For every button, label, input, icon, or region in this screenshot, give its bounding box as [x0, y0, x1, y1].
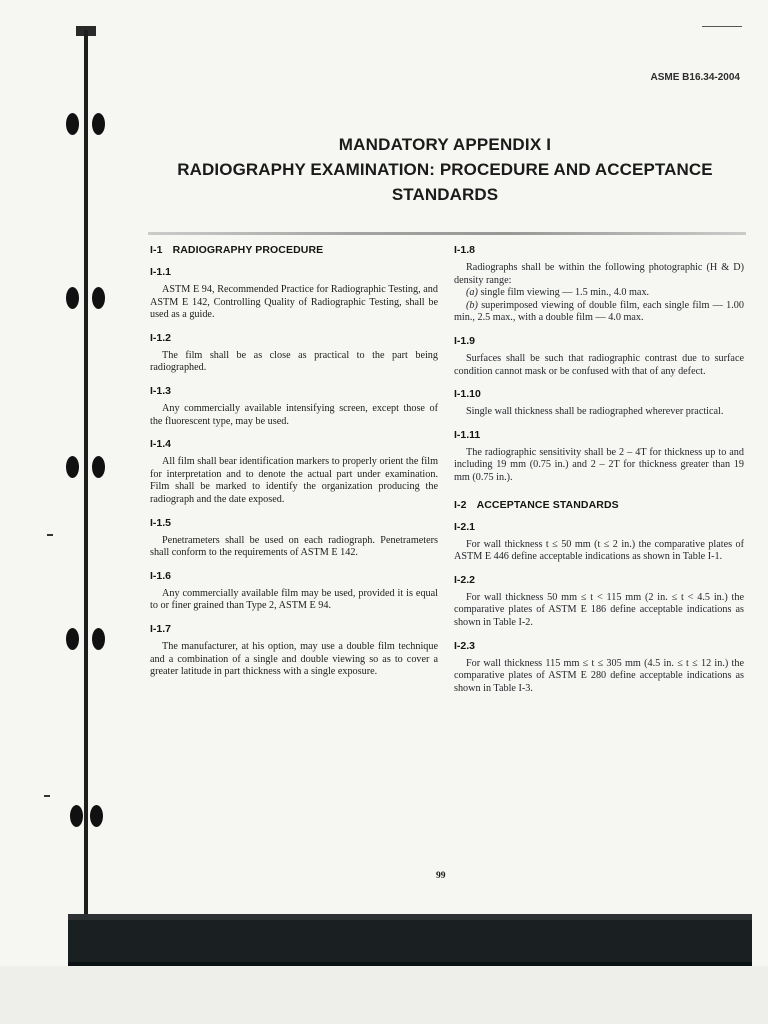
- section-number: I-1: [150, 244, 163, 256]
- section-title: RADIOGRAPHY PROCEDURE: [172, 244, 324, 256]
- list-item-text: superimposed viewing of double film, each single film — 1.00 min., 2.5 max., with a double film — 4.0 max.: [454, 299, 744, 324]
- scan-mark: [44, 795, 50, 797]
- section-heading: [454, 499, 744, 511]
- paragraph-number: I-1.9: [454, 334, 476, 347]
- paragraph-text: Surfaces shall be such that radiographic contrast due to surface condition cannot mask or be confused with that of any defect.: [454, 352, 744, 377]
- paragraph-number: I-1.2: [150, 331, 172, 344]
- document-id: ASME B16.34-2004: [650, 72, 740, 83]
- paragraph-text: Any commercially available film may be used, provided it is equal to or finer grained than Type 2, ASTM E 94.: [150, 587, 438, 612]
- paragraph-number: I-2.1: [454, 520, 476, 533]
- binder-spine: [84, 30, 88, 915]
- list-item: [454, 300, 744, 325]
- punch-hole: [66, 456, 79, 478]
- paragraph-number: I-1.3: [150, 384, 172, 397]
- paragraph-text: Penetrameters shall be used on each radiograph. Penetrameters shall conform to the requirements of ASTM E 142.: [150, 534, 438, 559]
- list-item-text: single film viewing — 1.5 min., 4.0 max.: [480, 287, 650, 299]
- punch-hole: [66, 287, 79, 309]
- paragraph-text: For wall thickness 115 mm ≤ t ≤ 305 mm (4.5 in. ≤ t ≤ 12 in.) the comparative plates of ASTM E 280 define acceptable indications as shown in Table I-3.: [454, 657, 744, 694]
- title-line-1: MANDATORY APPENDIX I: [338, 135, 552, 154]
- paragraph-number: I-1.10: [454, 388, 481, 401]
- page-margin-bottom: [0, 966, 768, 1024]
- left-column: [150, 242, 438, 679]
- punch-hole: [92, 628, 105, 650]
- page-number: 99: [436, 871, 446, 881]
- punch-hole: [92, 287, 105, 309]
- section-title: ACCEPTANCE STANDARDS: [476, 498, 619, 511]
- scanner-edge-band: [68, 914, 752, 966]
- paragraph-number: I-1.6: [150, 569, 172, 582]
- paragraph-text: For wall thickness t ≤ 50 mm (t ≤ 2 in.) the comparative plates of ASTM E 446 define acceptable indications as shown in Table I-1.: [454, 538, 744, 563]
- punch-hole: [90, 805, 103, 827]
- paragraph-text: For wall thickness 50 mm ≤ t < 115 mm (2 in. ≤ t < 4.5 in.) the comparative plates of ASTM E 186 define acceptable indications as shown in Table I-2.: [454, 591, 744, 628]
- right-column: [454, 242, 744, 695]
- paragraph-text: The radiographic sensitivity shall be 2 – 4T for thickness up to and including 19 mm (0.75 in.) and 2 – 2T for thickness greater than 19 mm (0.75 in.).: [454, 446, 744, 483]
- paragraph-number: I-1.8: [454, 244, 476, 256]
- paragraph-text: The manufacturer, at his option, may use a double film technique and a combination of a single and double viewing so as to cover a greater latitude in part thickness with a single exposure.: [150, 640, 438, 678]
- paragraph-text: All film shall bear identification markers to properly orient the film for interpretation and to denote the actual part under examination. Film shall be marked to identify the organization producing the radiograph and the date exposed.: [150, 456, 438, 505]
- title-line-3: STANDARDS: [391, 185, 499, 204]
- paragraph-text: Radiographs shall be within the following photographic (H & D) density range:: [454, 262, 744, 286]
- paragraph-number: I-1.4: [150, 438, 172, 451]
- paragraph-text: Single wall thickness shall be radiographed wherever practical.: [466, 406, 724, 418]
- title-rule: [148, 232, 746, 235]
- scan-mark: [47, 534, 53, 536]
- paragraph-number: I-2.3: [454, 639, 476, 652]
- title-line-2: RADIOGRAPHY EXAMINATION: PROCEDURE AND ACCEPTANCE: [177, 160, 713, 179]
- list-item-label: (b): [466, 299, 478, 311]
- paragraph-number: I-1.11: [454, 428, 481, 441]
- paragraph-text: The film shall be as close as practical to the part being radiographed.: [150, 349, 438, 374]
- paragraph-text: ASTM E 94, Recommended Practice for Radiographic Testing, and ASTM E 142, Controlling Quality of Radiographic Testing, shall be used as a guide.: [150, 284, 438, 321]
- punch-hole: [66, 628, 79, 650]
- list-item: [454, 287, 744, 300]
- paragraph-number: I-1.7: [150, 622, 172, 635]
- punch-hole: [92, 113, 105, 135]
- punch-hole: [66, 113, 79, 135]
- list-item-label: (a): [466, 287, 478, 299]
- scan-mark: [702, 26, 742, 27]
- paragraph-number: I-2.2: [454, 573, 476, 586]
- page-title: [130, 135, 760, 205]
- section-number: I-2: [454, 498, 467, 511]
- punch-hole: [92, 456, 105, 478]
- punch-hole: [70, 805, 83, 827]
- paragraph-number: I-1.5: [150, 516, 172, 529]
- paragraph-text: Any commercially available intensifying screen, except those of the fluorescent type, may be used.: [150, 402, 438, 427]
- section-heading: [150, 244, 438, 256]
- paragraph-number: I-1.1: [150, 266, 172, 278]
